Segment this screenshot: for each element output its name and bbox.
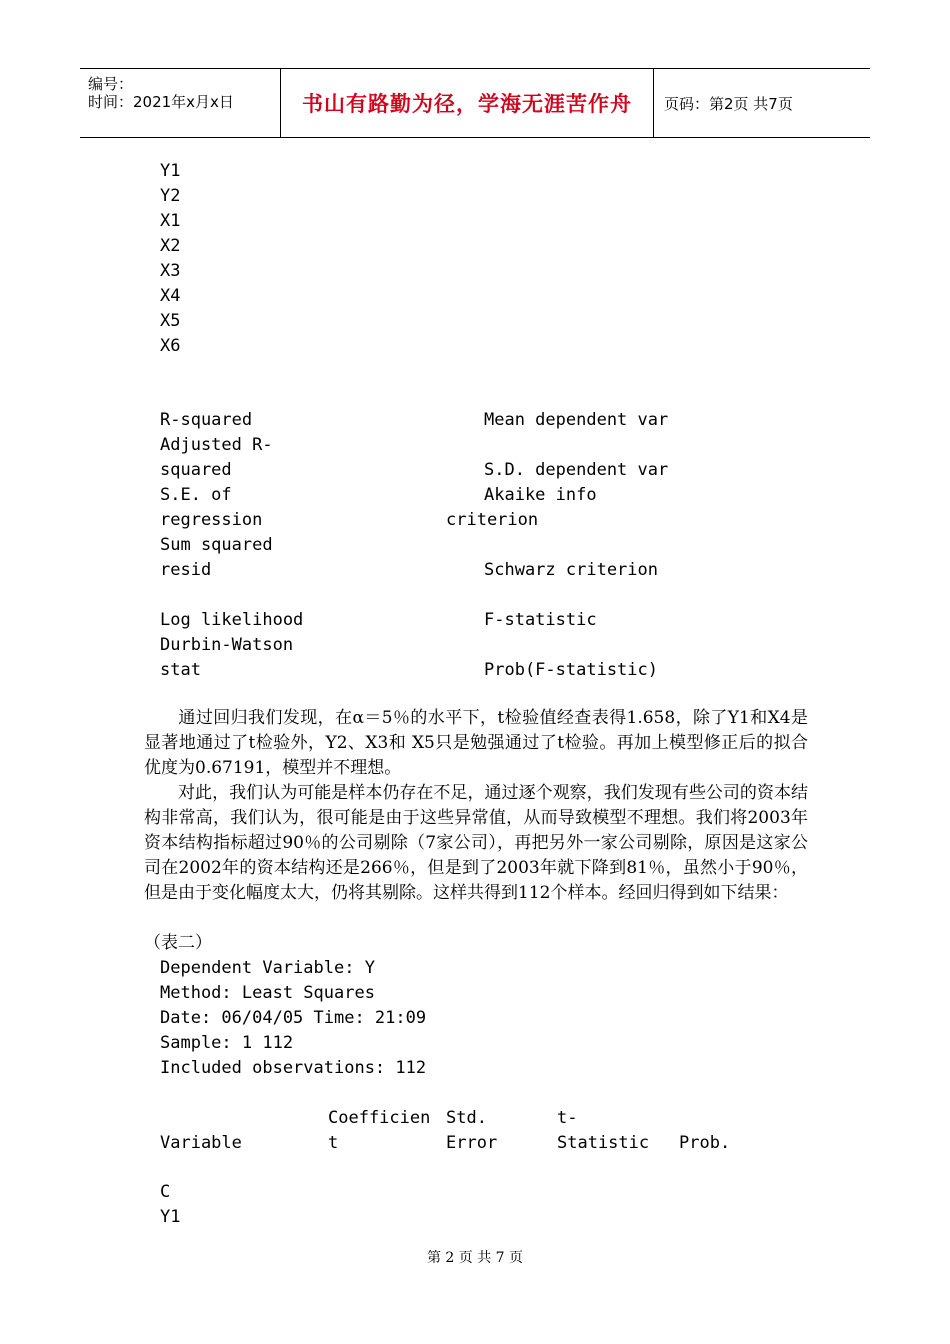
number-label: 编号： [88,75,134,93]
page-number-label: 页码：第2页 共7页 [664,94,793,113]
motto: 书山有路勤为径，学海无涯苦作舟 [281,69,654,137]
paragraph-2: 对此，我们认为可能是样本仍存在不足，通过逐个观察，我们发现有些公司的资本结构非常高，我们认为，很可能是由于这些异常值，从而导致模型不理想。我们将2003年资本结构指标超过90％的公司剔除（7家公司），再把另外一家公司剔除，原因是这家公司在2002年的资本结构还是266％，但是到了2003年就下降到81％，虽然小于90％，但是由于变化幅度太大，仍将其剔除。这样共得到112个样本。经回归得到如下结果： [144,783,808,903]
date-label: 时间：2021年x月x日 [88,93,234,111]
table2-caption: （表二） [144,933,212,953]
method: Method: Least Squares [160,983,375,1003]
header-left-cell [80,69,281,137]
date-time: Date: 06/04/05 Time: 21:09 [160,1008,427,1028]
paragraph-1: 通过回归我们发现，在α＝5％的水平下，t检验值经查表得1.658，除了Y1和X4是显著地通过了t检验外，Y2、X3和 X5只是勉强通过了t检验。再加上模型修正后的拟合优度为0.67191，模型并不理想。 [144,708,808,778]
page-footer: 第 2 页 共 7 页 [426,1250,524,1266]
sample: Sample: 1 112 [160,1033,294,1053]
observations: Included observations: 112 [160,1058,427,1078]
page-header [80,68,870,138]
dependent-variable: Dependent Variable: Y [160,958,375,978]
